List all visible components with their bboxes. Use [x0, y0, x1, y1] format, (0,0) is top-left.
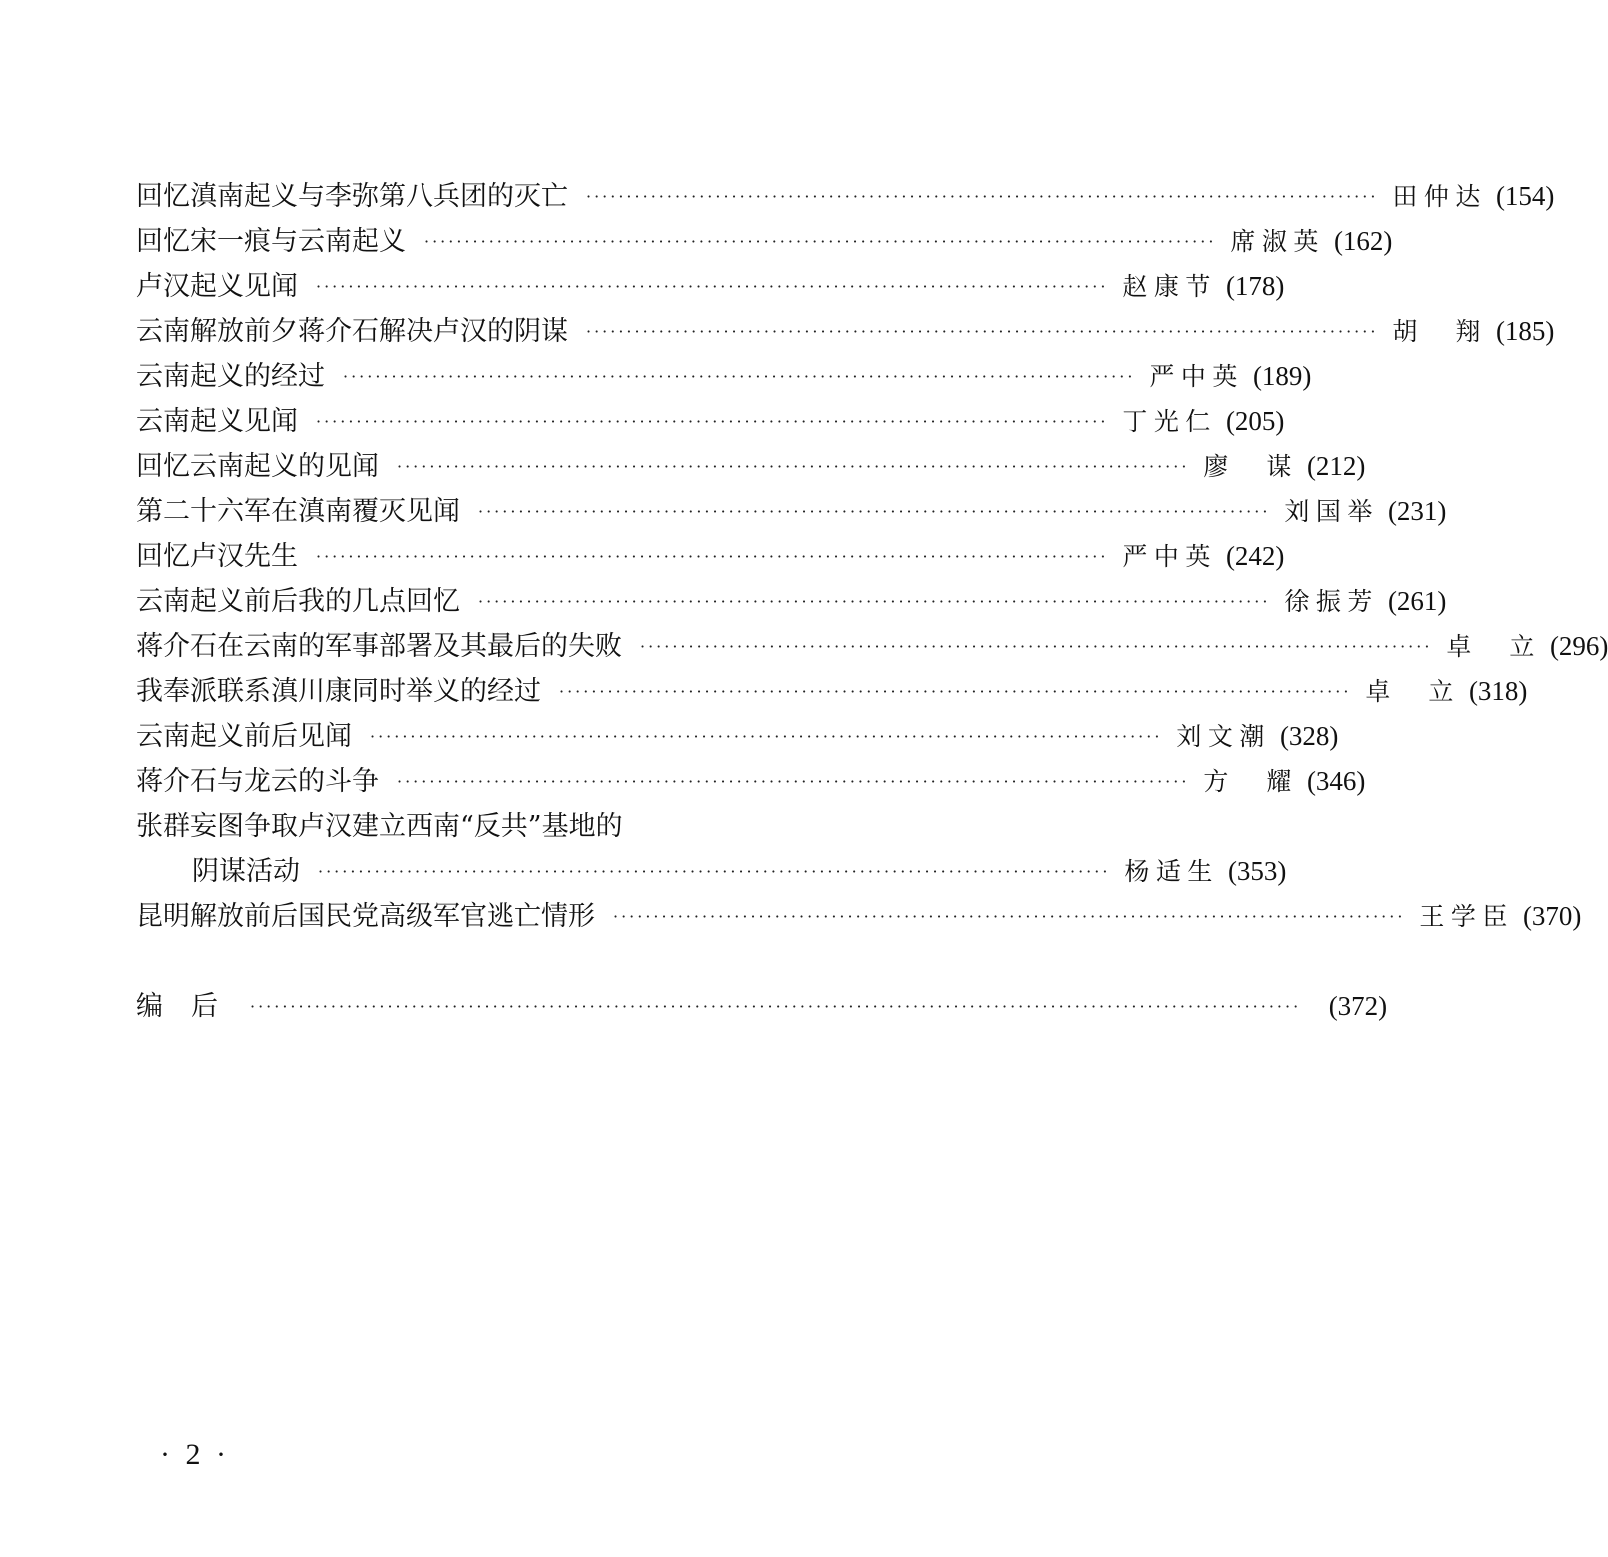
section-gap — [136, 939, 942, 984]
entry-page: (178) — [1225, 271, 1285, 301]
toc-entry[interactable] — [136, 669, 1528, 714]
entry-author: 刘国举 — [1284, 497, 1375, 526]
entry-page: (189) — [1252, 361, 1312, 391]
entry-page: (296) — [1549, 631, 1608, 661]
dot-leader: ·································································································· — [316, 547, 1109, 566]
entry-page: (318) — [1468, 676, 1528, 706]
entry-title: 回忆云南起义的见闻 — [136, 451, 379, 482]
dot-leader: ·································································································· — [559, 682, 1352, 701]
entry-page: (212) — [1306, 451, 1366, 481]
entry-author: 王学臣 — [1419, 902, 1510, 931]
toc-entry-line2[interactable] — [136, 849, 1287, 894]
toc-entry[interactable] — [136, 354, 1312, 399]
toc-entry[interactable] — [136, 534, 1285, 579]
dot-leader: ·································································································· — [397, 457, 1190, 476]
entry-author: 严中英 — [1122, 542, 1213, 571]
toc-entry-epilogue[interactable] — [136, 984, 1388, 1029]
entry-author: 丁光仁 — [1122, 407, 1213, 436]
dot-leader: ·································································································· — [343, 367, 1136, 386]
entry-title: 回忆卢汉先生 — [136, 541, 298, 572]
entry-page: (154) — [1495, 181, 1555, 211]
entry-title: 云南起义前后我的几点回忆 — [136, 586, 460, 617]
dot-leader: ·································································································· — [478, 502, 1271, 521]
toc-entry[interactable] — [136, 219, 1393, 264]
entry-page: (261) — [1387, 586, 1447, 616]
entry-page: (370) — [1522, 901, 1582, 931]
entry-author: 刘文潮 — [1176, 722, 1267, 751]
dot-leader: ·································································································· — [586, 187, 1379, 206]
entry-author: 廖 谋 — [1203, 452, 1294, 481]
toc-entry[interactable] — [136, 174, 1555, 219]
entry-author: 田仲达 — [1392, 182, 1483, 211]
toc-entry[interactable] — [136, 264, 1285, 309]
entry-page: (328) — [1279, 721, 1339, 751]
epilogue-title: 编后 — [136, 991, 246, 1022]
dot-leader: ·································································································· — [424, 232, 1217, 251]
entry-author: 卓 立 — [1446, 632, 1537, 661]
dot-leader: ·································································································· — [370, 727, 1163, 746]
dot-leader: ·································································································· — [318, 862, 1111, 881]
entry-title: 回忆宋一痕与云南起义 — [136, 226, 406, 257]
dot-leader: ·································································································· — [397, 772, 1190, 791]
entry-author: 严中英 — [1149, 362, 1240, 391]
entry-title: 卢汉起义见闻 — [136, 271, 298, 302]
entry-author: 方 耀 — [1203, 767, 1294, 796]
toc-entry-line1[interactable] — [136, 804, 942, 849]
entry-title: 我奉派联系滇川康同时举义的经过 — [136, 676, 541, 707]
entry-title: 第二十六军在滇南覆灭见闻 — [136, 496, 460, 527]
epilogue-page: (372) — [1328, 991, 1388, 1021]
entry-title: 回忆滇南起义与李弥第八兵团的灭亡 — [136, 181, 568, 212]
toc-entry[interactable] — [136, 489, 1447, 534]
dot-leader: ·································································································· — [640, 637, 1433, 656]
entry-title: 云南解放前夕蒋介石解决卢汉的阴谋 — [136, 316, 568, 347]
toc-entry[interactable] — [136, 399, 1285, 444]
page-number: · 2 · — [160, 1438, 230, 1471]
dot-leader: ·································································································· — [316, 412, 1109, 431]
table-of-contents — [136, 174, 1608, 1029]
entry-page: (242) — [1225, 541, 1285, 571]
dot-leader: ·································································································································· — [250, 997, 1302, 1016]
entry-author: 席淑英 — [1230, 227, 1321, 256]
toc-entry[interactable] — [136, 714, 1339, 759]
entry-author: 徐振芳 — [1284, 587, 1375, 616]
entry-title: 云南起义见闻 — [136, 406, 298, 437]
entry-title: 蒋介石与龙云的斗争 — [136, 766, 379, 797]
entry-title: 蒋介石在云南的军事部署及其最后的失败 — [136, 631, 622, 662]
entry-title-continued: 阴谋活动 — [192, 856, 300, 887]
entry-page: (353) — [1227, 856, 1287, 886]
dot-leader: ·································································································· — [316, 277, 1109, 296]
toc-entry[interactable] — [136, 579, 1447, 624]
entry-page: (231) — [1387, 496, 1447, 526]
toc-entry[interactable] — [136, 309, 1555, 354]
toc-entry[interactable] — [136, 444, 1366, 489]
toc-entry[interactable] — [136, 759, 1366, 804]
entry-page: (346) — [1306, 766, 1366, 796]
entry-title: 云南起义前后见闻 — [136, 721, 352, 752]
entry-title: 张群妄图争取卢汉建立西南“反共”基地的 — [136, 811, 623, 842]
entry-page: (205) — [1225, 406, 1285, 436]
entry-author: 卓 立 — [1365, 677, 1456, 706]
entry-title: 云南起义的经过 — [136, 361, 325, 392]
entry-page: (185) — [1495, 316, 1555, 346]
entry-page: (162) — [1333, 226, 1393, 256]
entry-title: 昆明解放前后国民党高级军官逃亡情形 — [136, 901, 595, 932]
dot-leader: ·································································································· — [478, 592, 1271, 611]
toc-entry[interactable] — [136, 624, 1608, 669]
entry-author: 赵康节 — [1122, 272, 1213, 301]
entry-author: 杨适生 — [1124, 857, 1215, 886]
toc-entry[interactable] — [136, 894, 1582, 939]
entry-author: 胡 翔 — [1392, 317, 1483, 346]
dot-leader: ·································································································· — [586, 322, 1379, 341]
dot-leader: ·································································································· — [613, 907, 1406, 926]
